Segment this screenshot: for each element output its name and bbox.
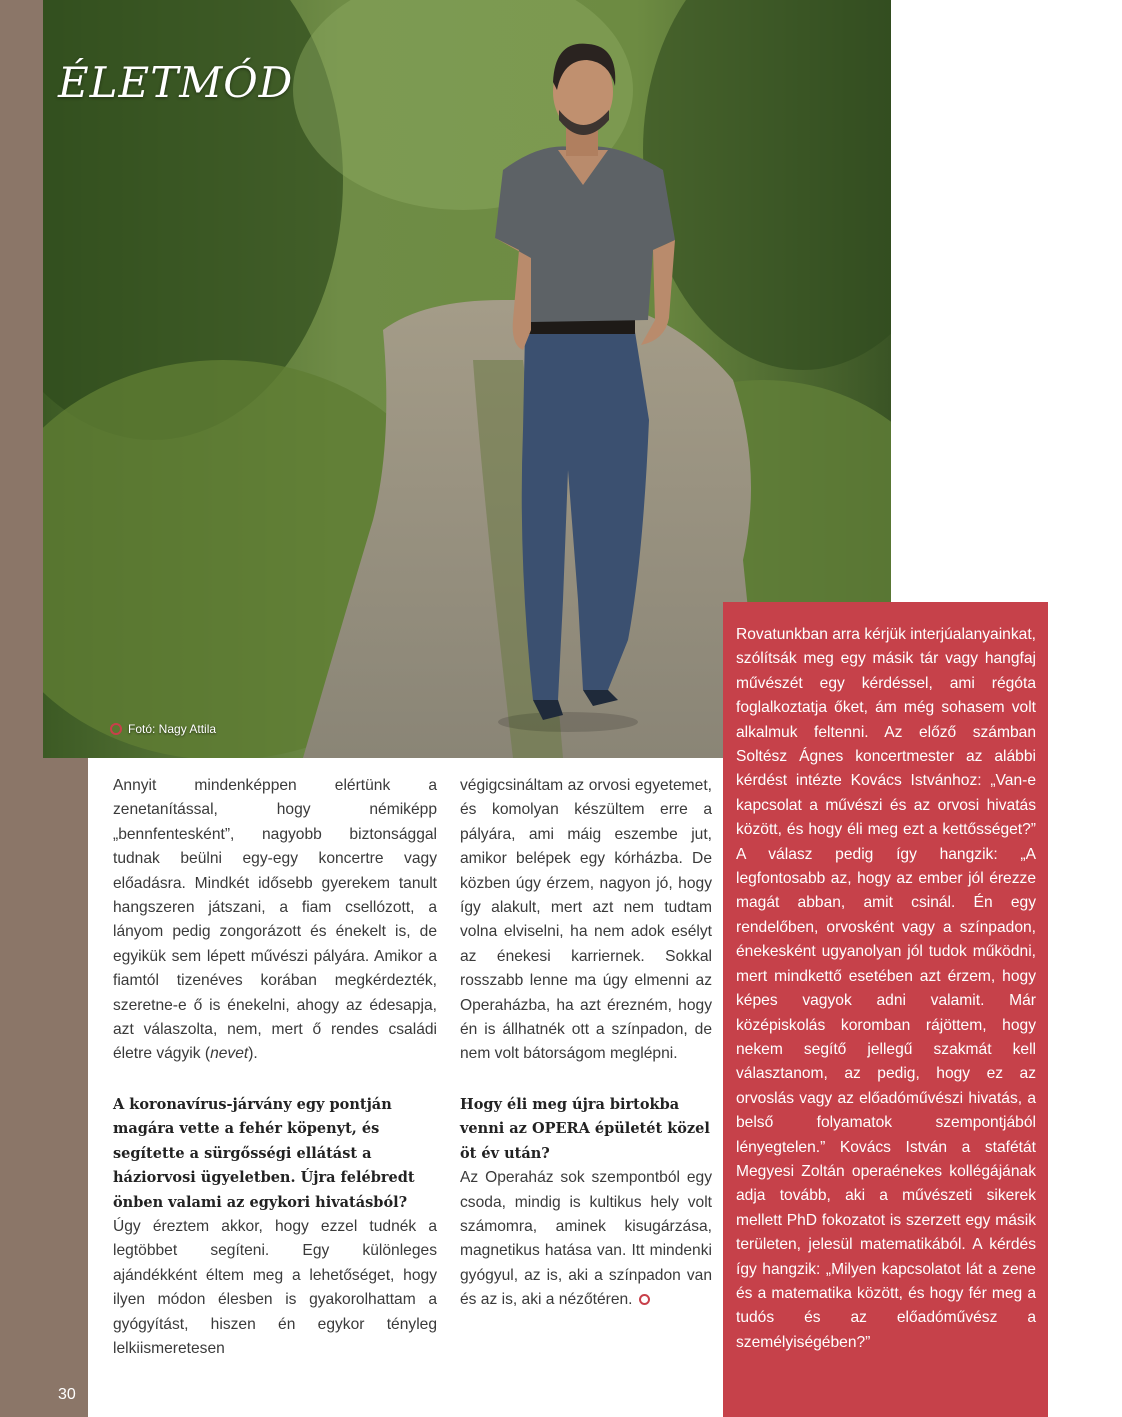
paragraph: Annyit mindenképpen elértünk a zenetanítással, hogy némiképp „bennfentesként”, nagyobb biztonsággal tudnak beülni egy-egy koncertre vagy előadásra. Mindkét idősebb gyerekem tanult hangszeren játszani, a fiam csellózott, a lányom pedig zongorázott és énekelt is, de egyikük sem lépett művészi pályára. Amikor a fiamtól tizenéves korában megkérdezték, szeretne-e ő is énekelni, ahogy az édesapja, azt válaszolta, nem, mert ő rendes családi életre vágyik (nevet). [113, 777, 437, 1063]
article-column-2 [460, 774, 712, 1313]
sidebar-text: Rovatunkban arra kérjük interjúalanyainkat, szólítsák meg egy másik tár vagy hangfaj művészét egy kérdéssel, ami régóta foglalkoztatja őket, ám még sohasem volt alkalmuk feltenni. Az előző számban Soltész Ágnes koncertmester az alábbi kérdést intézte Kovács Istvánhoz: „Van-e kapcsolat a művészi és az orvosi hivatás között, és hogy éli meg ezt a kettősséget?” A válasz pedig így hangzik: „A legfontosabb az, hogy az ember jól érezze magát abban, amit csinál. Én egy rendelőben, orvosként vagy a színpadon, énekesként ugyanolyan jól tudok működni, mert mindkettő esetében azt érzem, hogy képes vagyok adni valamit. Már középiskolás koromban rájöttem, hogy nekem segítő jellegű szakmát kell választanom, az pedig, hogy ez az orvoslás vagy az előadóművészi hivatás, a belső folyamatok szempontjából lényegtelen.” Kovács István a stafétát Megyesi Zoltán operaénekes kollégájának adja tovább, aki a művészeti sikerek mellett PhD fokozatot is szerzett egy másik területen, jelesül matematikából. A kérdés így hangzik: „Milyen kapcsolatot lát a zene és a matematika között, és hogy fér meg a tudós és az előadóművész a személyiségében?” [736, 626, 1036, 1351]
sidebar-box [723, 602, 1048, 1417]
interview-question: A koronavírus-járvány egy pontján magára vette a fehér köpenyt, és segítette a sürgősségi ellátást a háziorvosi ügyeletben. Újra felébredt önben valami az egykori hivatásból? [113, 1095, 415, 1211]
ring-icon [110, 723, 122, 735]
paragraph: végigcsináltam az orvosi egyetemet, és komolyan készültem erre a pályára, ami máig eszembe jut, amikor belépek egy kórházba. De közben úgy érzem, nagyon jó, hogy így alakult, mert azt nem tudtam volna elviselni, ha nem adok esélyt az énekesi karriernek. Sokkal rosszabb lenne ma úgy elmenni az Operaházba, ha azt érezném, hogy én is állhatnék ott a színpadon, de nem volt bátorságom meglépni. [460, 777, 712, 1063]
section-title: ÉLETMÓD [58, 58, 294, 107]
photo-credit [110, 722, 216, 736]
paragraph: Az Operaház sok szempontból egy csoda, mindig is kultikus hely volt számomra, aminek kisugárzása, magnetikus hatása van. Itt mindenki gyógyul, az is, aki a színpadon van és az is, aki a nézőtéren. [460, 1169, 712, 1309]
interview-question: Hogy éli meg újra birtokba venni az OPERA épületét közel öt év után? [460, 1095, 710, 1162]
page-number: 30 [58, 1386, 76, 1403]
end-mark-icon [639, 1294, 650, 1305]
photo-credit-text: Fotó: Nagy Attila [128, 722, 217, 736]
paragraph: Úgy éreztem akkor, hogy ezzel tudnék a legtöbbet segíteni. Egy különleges ajándékként éltem meg a lehetőséget, hogy ilyen módon élesben is gyakorolhattam a gyógyítást, hiszen én egykor tényleg lelkiismeretesen [113, 1217, 437, 1357]
article-column-1 [113, 774, 437, 1361]
